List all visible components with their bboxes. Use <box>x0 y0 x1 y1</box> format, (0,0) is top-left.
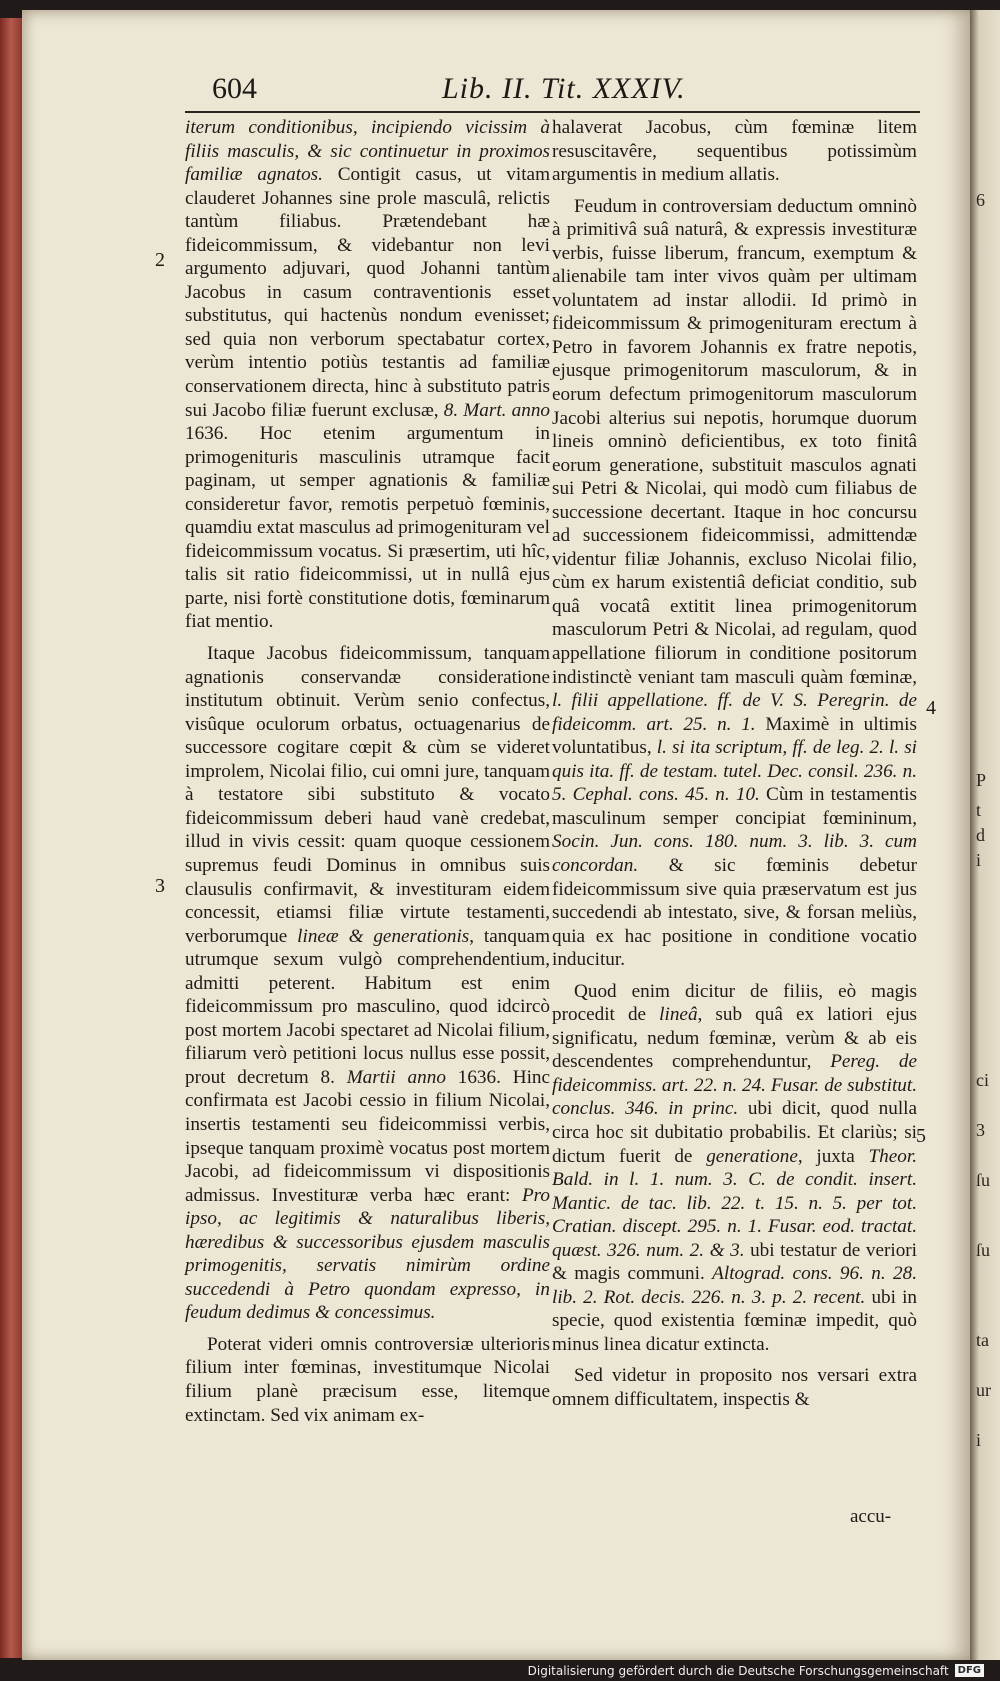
right-paragraph-4: Sed videtur in proposito nos versari extra omnem difficultatem, inspectis & <box>552 1365 917 1410</box>
margin-number-4: 4 <box>926 697 936 719</box>
right-paragraph-1: halaverat Jacobus, cùm fœminæ litem resuscitavêre, sequentibus potissimùm argumentis in medium allatis. <box>552 117 917 186</box>
margin-number-5: 5 <box>916 1125 926 1147</box>
right-paragraph-2: Feudum in controversiam deductum omninò à primitivâ suâ naturâ, & expressis investituræ verbis, fuisse liberum, francum, exemptum & alienabile tam inter vivos quàm per ultimam voluntatem ad instar allodii. Id primò in fideicommissum & primogenituram erectum à Petro in favorem Johannis ex fratre nepotis, ejusque primogenitorum masculorum, & in eorum defectum primogenitorum masculorum Jacobi alterius sui nepotis, horumque duorum lineis omninò deficientibus, ex toto finitâ eorum generatione, substituit masculos agnati sui Petri & Nicolai, qui modò cum filiabus de successione decertant. Itaque in hoc concursu ad successionem fideicommissi, admittendæ videntur filiæ Johannis, excluso Nicolai filio, cùm ex harum existentiâ deficiat conditio, sub quâ vocatâ extitit linea primogenitorum masculorum Petri & Nicolai, ad regulam, quod appellatione filiorum in conditione positorum indistinctè veniant tam masculi quàm fœminæ, l. filii appellatione. ff. de V. S. Peregrin. de fideicomm. art. 25. n. 1. Maximè in ultimis voluntatibus, l. si ita scriptum, ff. de leg. 2. l. si quis ita. ff. de testam. tutel. Dec. consil. 236. n. 5. Cephal. cons. 45. n. 10. Cùm in testamentis masculinum semper concipiat fœmininum, Socin. Jun. cons. 180. num. 3. lib. 3. cum concordan. & sic fœminis debetur fideicommissum sive quia præservatum est jus succedendi ab intestato, sive, & forsan meliùs, quia ex hac positione in conditione vocatio inducitur. <box>552 195 917 971</box>
digitization-credit <box>528 1660 984 1681</box>
left-paragraph-3: Poterat videri omnis controversiæ ulterioris filium inter fœminas, investitumque Nicolai filium planè præcisum esse, litemque extinctam. Sed vix animam ex- <box>185 1333 550 1426</box>
catchword: accu- <box>850 1506 892 1527</box>
page-number: 604 <box>212 72 257 105</box>
page-header <box>212 72 910 110</box>
right-paragraph-3: Quod enim dicitur de filiis, eò magis procedit de lineâ, sub quâ ex latiori ejus significatu, nedum fœminæ, verùm & ab eis descendentes comprehenduntur, Pereg. de fideicommiss. art. 22. n. 24. Fusar. de substitut. conclus. 346. in princ. ubi dicit, quod nulla circa hoc sit dubitatio probabilis. Et clariùs; si dictum fuerit de generatione, juxta Theor. Bald. in l. 1. num. 3. C. de condit. insert. Mantic. de tac. lib. 22. t. 15. n. 5. per tot. Cratian. discept. 295. n. 1. Fusar. eod. tractat. quæst. 326. num. 2. & 3. ubi testatur de veriori & magis communi. Altograd. cons. 96. n. 28. lib. 2. Rot. decis. 226. n. 3. p. 2. recent. ubi in specie, quod existentia fœminæ impedit, quò minus linea dicatur extincta. <box>552 980 918 1355</box>
left-paragraph-2: Itaque Jacobus fideicommissum, tanquam agnationis conservandæ consideratione institutum obtinuit. Verùm senio confectus, visûque oculorum orbatus, octuagenarius de successore cogitare cœpit & cùm se videret improlem, Nicolai filio, cui omni jure, tanquam à testatore sibi substituto & vocato fideicommissum deberi haud vanè credebat, illud in vivis cessit: quam quoque cessionem supremus feudi Dominus in omnibus suis clausulis confirmavit, & investituram eidem concessit, etiamsi filiæ virtute testamenti, verborumque lineæ & generationis, tanquam utrumque sexum vulgò comprehendentium, admitti peterent. Habitum est enim fideicommissum pro masculino, quod idcircò post mortem Jacobi spectaret ad Nicolai filium, filiarum verò petitioni locus nullus esse possit, prout decretum 8. Martii anno 1636. Hinc confirmata est Jacobi cessio in filium Nicolai, insertis testamenti seu fideicommissi verbis, ipseque tanquam proximè vocatus post mortem Jacobi, ad fideicommissum vi dispositionis admissus. Investituræ verba hæc erant: Pro ipso, ac legitimis & naturalibus liberis, hæredibus & successoribus ejusdem masculis primogenitis, servatis nimirùm ordine succedendi à Petro quondam expresso, in feudum dedimus & concessimus. <box>185 643 551 1324</box>
margin-number-2: 2 <box>155 249 165 271</box>
credit-text: Digitalisierung gefördert durch die Deutsche Forschungsgemeinschaft <box>527 1663 949 1678</box>
running-title: Lib. II. Tit. XXXIV. <box>442 72 686 105</box>
right-column <box>552 116 917 1412</box>
header-rule <box>185 111 920 113</box>
book-cover-edge <box>0 18 22 1658</box>
next-page-edge: 6 P t d i ci 3 ſu ſu ta ur i <box>970 10 1000 1660</box>
left-paragraph-1: iterum conditionibus, incipiendo vicissim à filiis masculis, & sic continuetur in proximos familiæ agnatos. Contigit casus, ut vitam clauderet Johannes sine prole masculâ, relictis tantùm filiabus. Prætendebant hæ fideicommissum, & videbantur non levi argumento adjuvari, quod Johanni tantùm Jacobus in casum contraventionis esset substitutus, qui hactenùs nondum evenisset; sed quia non verborum spectabatur cortex, verùm intentio potiùs testantis ad familiæ conservationem directa, hinc à substituto patris sui Jacobo filiæ fuerunt exclusæ, 8. Mart. anno 1636. Hoc etenim argumentum in primogenituris masculinis utramque facit paginam, ut semper agnationis & familiæ consideretur favor, remotis perpetuò fœminis, quamdiu extat masculus ad primogenituram vel fideicommissum vocatus. Si præsertim, uti hîc, talis sit ratio fideicommissi, ut in nullâ ejus parte, nisi fortè constitutione dotis, fœminarum fiat mentio. <box>185 117 551 633</box>
left-column <box>185 116 550 1427</box>
margin-number-3: 3 <box>155 875 165 897</box>
dfg-logo: DFG <box>955 1664 984 1677</box>
